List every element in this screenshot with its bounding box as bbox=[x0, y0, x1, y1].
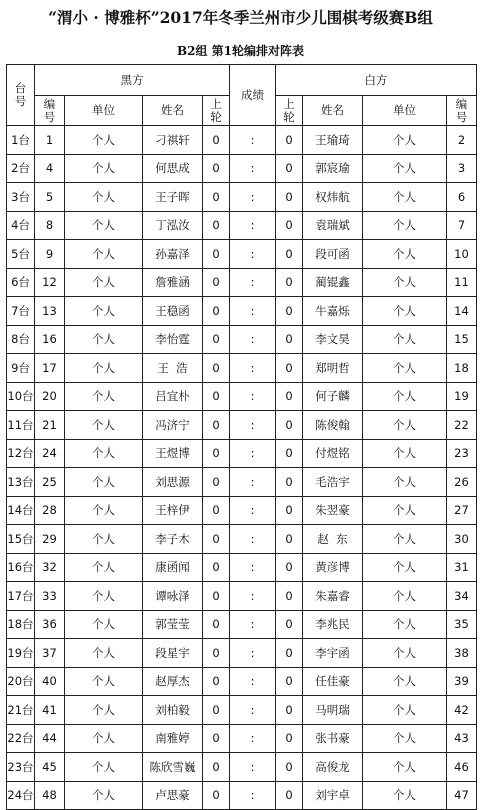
white-seq-cell: 38 bbox=[447, 639, 477, 668]
black-seq-cell: 25 bbox=[35, 468, 65, 497]
white-prev-cell: 0 bbox=[276, 240, 303, 269]
result-cell: : bbox=[230, 211, 276, 240]
black-unit-cell: 个人 bbox=[65, 154, 143, 183]
table-row bbox=[7, 411, 477, 440]
white-prev-cell: 0 bbox=[276, 639, 303, 668]
white-unit-header: 单位 bbox=[363, 96, 447, 126]
black-prev-cell: 0 bbox=[203, 610, 230, 639]
black-name-cell: 卢思豪 bbox=[143, 781, 203, 810]
black-unit-cell: 个人 bbox=[65, 696, 143, 725]
table-row bbox=[7, 297, 477, 326]
black-seq-cell: 8 bbox=[35, 211, 65, 240]
board-number-cell: 4台 bbox=[7, 211, 35, 240]
black-prev-cell: 0 bbox=[203, 183, 230, 212]
white-name-cell: 马明瑞 bbox=[303, 696, 363, 725]
result-cell: : bbox=[230, 354, 276, 383]
table-row bbox=[7, 439, 477, 468]
white-prev-cell: 0 bbox=[276, 696, 303, 725]
white-name-cell: 袁瑞斌 bbox=[303, 211, 363, 240]
result-cell: : bbox=[230, 183, 276, 212]
white-prev-cell: 0 bbox=[276, 439, 303, 468]
black-name-cell: 詹雅涵 bbox=[143, 268, 203, 297]
black-name-header: 姓名 bbox=[143, 96, 203, 126]
black-seq-cell: 32 bbox=[35, 553, 65, 582]
black-name-cell: 王稳函 bbox=[143, 297, 203, 326]
board-number-cell: 7台 bbox=[7, 297, 35, 326]
result-cell: : bbox=[230, 240, 276, 269]
black-name-cell: 何思成 bbox=[143, 154, 203, 183]
board-number-cell: 17台 bbox=[7, 582, 35, 611]
white-prev-cell: 0 bbox=[276, 468, 303, 497]
black-unit-header: 单位 bbox=[65, 96, 143, 126]
result-cell: : bbox=[230, 154, 276, 183]
black-unit-cell: 个人 bbox=[65, 240, 143, 269]
black-prev-cell: 0 bbox=[203, 240, 230, 269]
white-prev-cell: 0 bbox=[276, 582, 303, 611]
black-seq-cell: 44 bbox=[35, 724, 65, 753]
white-prev-cell: 0 bbox=[276, 211, 303, 240]
board-number-cell: 11台 bbox=[7, 411, 35, 440]
board-number-cell: 22台 bbox=[7, 724, 35, 753]
black-prev-cell: 0 bbox=[203, 325, 230, 354]
white-seq-cell: 2 bbox=[447, 126, 477, 155]
table-row bbox=[7, 154, 477, 183]
white-name-cell: 黄彦博 bbox=[303, 553, 363, 582]
white-unit-cell: 个人 bbox=[363, 724, 447, 753]
white-prev-cell: 0 bbox=[276, 667, 303, 696]
board-number-cell: 14台 bbox=[7, 496, 35, 525]
black-seq-cell: 13 bbox=[35, 297, 65, 326]
white-seq-cell: 42 bbox=[447, 696, 477, 725]
board-number-cell: 3台 bbox=[7, 183, 35, 212]
board-header-text: 台 号 bbox=[14, 81, 27, 108]
black-seq-cell: 37 bbox=[35, 639, 65, 668]
black-unit-cell: 个人 bbox=[65, 639, 143, 668]
black-prev-cell: 0 bbox=[203, 382, 230, 411]
black-unit-cell: 个人 bbox=[65, 781, 143, 810]
black-unit-cell: 个人 bbox=[65, 582, 143, 611]
result-cell: : bbox=[230, 411, 276, 440]
board-number-cell: 15台 bbox=[7, 525, 35, 554]
black-prev-cell: 0 bbox=[203, 553, 230, 582]
white-unit-cell: 个人 bbox=[363, 211, 447, 240]
white-seq-cell: 27 bbox=[447, 496, 477, 525]
white-unit-cell: 个人 bbox=[363, 582, 447, 611]
black-unit-cell: 个人 bbox=[65, 553, 143, 582]
table-row bbox=[7, 639, 477, 668]
white-name-cell: 李文昊 bbox=[303, 325, 363, 354]
white-prev-cell: 0 bbox=[276, 496, 303, 525]
black-name-cell: 段星宇 bbox=[143, 639, 203, 668]
white-prev-cell: 0 bbox=[276, 411, 303, 440]
black-prev-cell: 0 bbox=[203, 154, 230, 183]
black-seq-cell: 4 bbox=[35, 154, 65, 183]
black-name-cell: 陈欣雪巍 bbox=[143, 753, 203, 782]
black-unit-cell: 个人 bbox=[65, 382, 143, 411]
black-unit-cell: 个人 bbox=[65, 268, 143, 297]
white-prev-cell: 0 bbox=[276, 525, 303, 554]
white-seq-cell: 7 bbox=[447, 211, 477, 240]
black-seq-cell: 16 bbox=[35, 325, 65, 354]
white-unit-cell: 个人 bbox=[363, 753, 447, 782]
result-cell: : bbox=[230, 667, 276, 696]
black-seq-cell: 36 bbox=[35, 610, 65, 639]
white-seq-cell: 34 bbox=[447, 582, 477, 611]
white-name-cell: 赵 东 bbox=[303, 525, 363, 554]
white-unit-cell: 个人 bbox=[363, 667, 447, 696]
black-prev-cell: 0 bbox=[203, 268, 230, 297]
black-name-cell: 刁祺轩 bbox=[143, 126, 203, 155]
white-unit-cell: 个人 bbox=[363, 411, 447, 440]
black-unit-cell: 个人 bbox=[65, 126, 143, 155]
black-prev-cell: 0 bbox=[203, 724, 230, 753]
white-unit-cell: 个人 bbox=[363, 297, 447, 326]
black-unit-cell: 个人 bbox=[65, 325, 143, 354]
result-cell: : bbox=[230, 724, 276, 753]
white-name-cell: 陈俊翰 bbox=[303, 411, 363, 440]
result-cell: : bbox=[230, 525, 276, 554]
board-number-cell: 12台 bbox=[7, 439, 35, 468]
white-prev-cell: 0 bbox=[276, 154, 303, 183]
white-name-cell: 高俊龙 bbox=[303, 753, 363, 782]
black-prev-cell: 0 bbox=[203, 468, 230, 497]
black-seq-cell: 40 bbox=[35, 667, 65, 696]
black-prev-cell: 0 bbox=[203, 696, 230, 725]
white-seq-cell: 3 bbox=[447, 154, 477, 183]
table-row bbox=[7, 325, 477, 354]
black-unit-cell: 个人 bbox=[65, 610, 143, 639]
table-row bbox=[7, 496, 477, 525]
white-name-cell: 李兆民 bbox=[303, 610, 363, 639]
result-cell: : bbox=[230, 610, 276, 639]
table-row bbox=[7, 382, 477, 411]
black-seq-cell: 45 bbox=[35, 753, 65, 782]
white-unit-cell: 个人 bbox=[363, 639, 447, 668]
white-name-cell: 毛浩宇 bbox=[303, 468, 363, 497]
white-seq-cell: 19 bbox=[447, 382, 477, 411]
black-unit-cell: 个人 bbox=[65, 411, 143, 440]
white-name-cell: 郭宸瑜 bbox=[303, 154, 363, 183]
white-prev-cell: 0 bbox=[276, 610, 303, 639]
white-name-cell: 何子麟 bbox=[303, 382, 363, 411]
black-unit-cell: 个人 bbox=[65, 525, 143, 554]
table-row bbox=[7, 468, 477, 497]
black-name-cell: 谭咏泽 bbox=[143, 582, 203, 611]
black-prev-cell: 0 bbox=[203, 211, 230, 240]
white-name-header: 姓名 bbox=[303, 96, 363, 126]
black-prev-cell: 0 bbox=[203, 126, 230, 155]
white-unit-cell: 个人 bbox=[363, 696, 447, 725]
black-unit-cell: 个人 bbox=[65, 667, 143, 696]
white-seq-cell: 22 bbox=[447, 411, 477, 440]
pairing-rows bbox=[7, 126, 477, 810]
black-prev-header: 上 轮 bbox=[203, 96, 230, 126]
black-seq-cell: 17 bbox=[35, 354, 65, 383]
result-cell: : bbox=[230, 439, 276, 468]
black-unit-cell: 个人 bbox=[65, 354, 143, 383]
white-unit-cell: 个人 bbox=[363, 240, 447, 269]
black-unit-cell: 个人 bbox=[65, 439, 143, 468]
white-prev-cell: 0 bbox=[276, 183, 303, 212]
pairing-table bbox=[6, 64, 477, 810]
header-row-groups bbox=[7, 65, 477, 96]
white-seq-header: 编 号 bbox=[447, 96, 477, 126]
white-prev-cell: 0 bbox=[276, 354, 303, 383]
black-name-cell: 王 浩 bbox=[143, 354, 203, 383]
black-name-cell: 康函闻 bbox=[143, 553, 203, 582]
black-unit-cell: 个人 bbox=[65, 468, 143, 497]
result-cell: : bbox=[230, 582, 276, 611]
result-cell: : bbox=[230, 268, 276, 297]
table-row bbox=[7, 610, 477, 639]
white-seq-cell: 35 bbox=[447, 610, 477, 639]
board-number-cell: 2台 bbox=[7, 154, 35, 183]
white-unit-cell: 个人 bbox=[363, 525, 447, 554]
black-name-cell: 郭莹莹 bbox=[143, 610, 203, 639]
black-name-cell: 王煜博 bbox=[143, 439, 203, 468]
black-seq-cell: 48 bbox=[35, 781, 65, 810]
result-cell: : bbox=[230, 382, 276, 411]
white-seq-cell: 47 bbox=[447, 781, 477, 810]
board-number-cell: 9台 bbox=[7, 354, 35, 383]
black-prev-cell: 0 bbox=[203, 525, 230, 554]
black-prev-cell: 0 bbox=[203, 411, 230, 440]
white-prev-cell: 0 bbox=[276, 753, 303, 782]
black-prev-cell: 0 bbox=[203, 582, 230, 611]
black-prev-cell: 0 bbox=[203, 439, 230, 468]
white-seq-cell: 23 bbox=[447, 439, 477, 468]
white-prev-cell: 0 bbox=[276, 781, 303, 810]
table-row bbox=[7, 696, 477, 725]
black-name-cell: 刘思源 bbox=[143, 468, 203, 497]
white-name-cell: 郑明哲 bbox=[303, 354, 363, 383]
result-header: 成绩 bbox=[230, 65, 276, 126]
board-number-cell: 8台 bbox=[7, 325, 35, 354]
black-prev-cell: 0 bbox=[203, 354, 230, 383]
white-seq-cell: 18 bbox=[447, 354, 477, 383]
black-seq-cell: 20 bbox=[35, 382, 65, 411]
black-name-cell: 冯济宁 bbox=[143, 411, 203, 440]
white-unit-cell: 个人 bbox=[363, 126, 447, 155]
white-unit-cell: 个人 bbox=[363, 496, 447, 525]
black-prev-cell: 0 bbox=[203, 753, 230, 782]
white-name-cell: 朱嘉睿 bbox=[303, 582, 363, 611]
white-unit-cell: 个人 bbox=[363, 468, 447, 497]
table-row bbox=[7, 354, 477, 383]
document-subtitle: B2组 第1轮编排对阵表 bbox=[176, 44, 305, 58]
table-row bbox=[7, 268, 477, 297]
white-unit-cell: 个人 bbox=[363, 553, 447, 582]
black-name-cell: 孙嘉泽 bbox=[143, 240, 203, 269]
white-seq-cell: 11 bbox=[447, 268, 477, 297]
table-row bbox=[7, 211, 477, 240]
board-number-cell: 19台 bbox=[7, 639, 35, 668]
black-side-header: 黑方 bbox=[35, 65, 230, 96]
white-name-cell: 王瑜琦 bbox=[303, 126, 363, 155]
white-unit-cell: 个人 bbox=[363, 268, 447, 297]
board-number-cell: 20台 bbox=[7, 667, 35, 696]
table-row bbox=[7, 525, 477, 554]
board-number-cell: 5台 bbox=[7, 240, 35, 269]
white-name-cell: 任佳豪 bbox=[303, 667, 363, 696]
white-side-header: 白方 bbox=[276, 65, 477, 96]
white-seq-cell: 30 bbox=[447, 525, 477, 554]
white-seq-cell: 6 bbox=[447, 183, 477, 212]
result-cell: : bbox=[230, 496, 276, 525]
document-title: “渭小 · 博雅杯”2017年冬季兰州市少儿围棋考级赛B组 bbox=[48, 8, 433, 27]
white-unit-cell: 个人 bbox=[363, 781, 447, 810]
board-number-cell: 18台 bbox=[7, 610, 35, 639]
result-cell: : bbox=[230, 325, 276, 354]
board-number-cell: 13台 bbox=[7, 468, 35, 497]
black-name-cell: 丁泓汝 bbox=[143, 211, 203, 240]
table-row bbox=[7, 781, 477, 810]
black-prev-cell: 0 bbox=[203, 496, 230, 525]
black-name-cell: 南雅婷 bbox=[143, 724, 203, 753]
white-name-cell: 付煜铭 bbox=[303, 439, 363, 468]
white-seq-cell: 46 bbox=[447, 753, 477, 782]
result-cell: : bbox=[230, 753, 276, 782]
white-unit-cell: 个人 bbox=[363, 154, 447, 183]
black-unit-cell: 个人 bbox=[65, 496, 143, 525]
white-prev-cell: 0 bbox=[276, 325, 303, 354]
table-row bbox=[7, 724, 477, 753]
black-name-cell: 赵厚杰 bbox=[143, 667, 203, 696]
white-name-cell: 刘宇卓 bbox=[303, 781, 363, 810]
black-seq-header: 编 号 bbox=[35, 96, 65, 126]
board-number-cell: 24台 bbox=[7, 781, 35, 810]
white-seq-cell: 14 bbox=[447, 297, 477, 326]
white-name-cell: 蔺锟鑫 bbox=[303, 268, 363, 297]
black-seq-cell: 41 bbox=[35, 696, 65, 725]
table-row bbox=[7, 667, 477, 696]
table-row bbox=[7, 240, 477, 269]
black-prev-cell: 0 bbox=[203, 297, 230, 326]
white-prev-cell: 0 bbox=[276, 126, 303, 155]
black-seq-cell: 24 bbox=[35, 439, 65, 468]
white-name-cell: 李宇函 bbox=[303, 639, 363, 668]
black-seq-cell: 12 bbox=[35, 268, 65, 297]
black-seq-cell: 5 bbox=[35, 183, 65, 212]
board-number-cell: 16台 bbox=[7, 553, 35, 582]
black-seq-cell: 21 bbox=[35, 411, 65, 440]
white-prev-cell: 0 bbox=[276, 297, 303, 326]
white-name-cell: 权炜航 bbox=[303, 183, 363, 212]
white-name-cell: 张书豪 bbox=[303, 724, 363, 753]
black-seq-cell: 1 bbox=[35, 126, 65, 155]
result-cell: : bbox=[230, 639, 276, 668]
result-cell: : bbox=[230, 781, 276, 810]
board-number-cell: 21台 bbox=[7, 696, 35, 725]
white-unit-cell: 个人 bbox=[363, 439, 447, 468]
white-seq-cell: 15 bbox=[447, 325, 477, 354]
black-seq-cell: 29 bbox=[35, 525, 65, 554]
board-number-cell: 23台 bbox=[7, 753, 35, 782]
result-cell: : bbox=[230, 696, 276, 725]
white-prev-cell: 0 bbox=[276, 553, 303, 582]
white-seq-cell: 26 bbox=[447, 468, 477, 497]
black-name-cell: 李子木 bbox=[143, 525, 203, 554]
black-name-cell: 刘柏毅 bbox=[143, 696, 203, 725]
black-name-cell: 王梓伊 bbox=[143, 496, 203, 525]
black-seq-cell: 33 bbox=[35, 582, 65, 611]
table-row bbox=[7, 183, 477, 212]
white-name-cell: 朱翌豪 bbox=[303, 496, 363, 525]
black-unit-cell: 个人 bbox=[65, 297, 143, 326]
white-name-cell: 段可函 bbox=[303, 240, 363, 269]
white-unit-cell: 个人 bbox=[363, 610, 447, 639]
black-unit-cell: 个人 bbox=[65, 724, 143, 753]
board-number-cell: 6台 bbox=[7, 268, 35, 297]
table-row bbox=[7, 753, 477, 782]
result-cell: : bbox=[230, 126, 276, 155]
black-unit-cell: 个人 bbox=[65, 183, 143, 212]
table-row bbox=[7, 126, 477, 155]
white-seq-cell: 10 bbox=[447, 240, 477, 269]
black-prev-cell: 0 bbox=[203, 639, 230, 668]
white-prev-cell: 0 bbox=[276, 268, 303, 297]
white-prev-cell: 0 bbox=[276, 724, 303, 753]
result-cell: : bbox=[230, 553, 276, 582]
white-seq-cell: 43 bbox=[447, 724, 477, 753]
black-unit-cell: 个人 bbox=[65, 211, 143, 240]
black-prev-cell: 0 bbox=[203, 781, 230, 810]
white-seq-cell: 31 bbox=[447, 553, 477, 582]
board-number-cell: 10台 bbox=[7, 382, 35, 411]
result-cell: : bbox=[230, 297, 276, 326]
black-seq-cell: 28 bbox=[35, 496, 65, 525]
white-name-cell: 牛嘉烁 bbox=[303, 297, 363, 326]
white-seq-cell: 39 bbox=[447, 667, 477, 696]
white-prev-header: 上 轮 bbox=[276, 96, 303, 126]
white-unit-cell: 个人 bbox=[363, 354, 447, 383]
black-name-cell: 王子晖 bbox=[143, 183, 203, 212]
white-prev-cell: 0 bbox=[276, 382, 303, 411]
board-number-cell: 1台 bbox=[7, 126, 35, 155]
black-prev-cell: 0 bbox=[203, 667, 230, 696]
white-unit-cell: 个人 bbox=[363, 325, 447, 354]
black-unit-cell: 个人 bbox=[65, 753, 143, 782]
white-unit-cell: 个人 bbox=[363, 183, 447, 212]
result-cell: : bbox=[230, 468, 276, 497]
table-row bbox=[7, 582, 477, 611]
black-seq-cell: 9 bbox=[35, 240, 65, 269]
black-name-cell: 吕宜朴 bbox=[143, 382, 203, 411]
board-header bbox=[7, 65, 35, 126]
table-row bbox=[7, 553, 477, 582]
black-name-cell: 李怡霆 bbox=[143, 325, 203, 354]
white-unit-cell: 个人 bbox=[363, 382, 447, 411]
